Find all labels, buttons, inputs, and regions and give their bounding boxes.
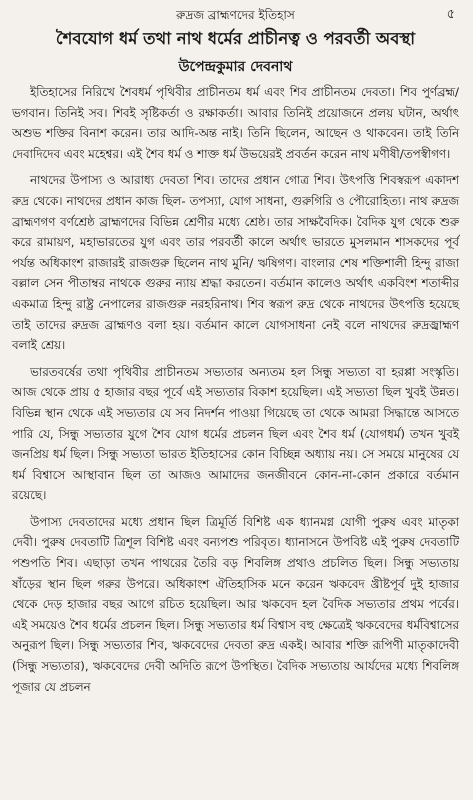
paragraph: ভারতবর্ষের তথা পৃথিবীর প্রাচীনতম সভ্যতার অন্যতম হল সিন্ধু সভ্যতা বা হরপ্পা সংস্কৃতি। আজ থেকে প্রায় ৫ হাজার বছর পূর্বে এই সভ্যতার বিকাশ হয়েছিল। এই সভ্যতা ছিল খুবই উন্নত। বিভিন্ন স্থান থেকে এই সভ্যতার যে সব নিদর্শন পাওয়া গিয়েছে তা থেকে আমরা সিদ্ধান্তে আসতে পারি যে, সিন্ধু সভ্যতার যুগে শৈব যোগ ধর্মের প্রচলন ছিল এবং শৈব ধর্ম (যোগধর্ম) তখন খুবই জনপ্রিয় ধর্ম ছিল। সিন্ধু সভ্যতা ভারত ইতিহাসের কোন বিচ্ছিন্ন অধ্যায় নয়। সে সময়ে মানুষের যে ধর্ম বিশ্বাসে আস্থাবান ছিল তা আজও আমাদের জনজীবনে কোন-না-কোন প্রকারে বর্তমান রয়েছে। <box>12 364 459 503</box>
paragraph: ইতিহাসের নিরিখে শৈবধর্ম পৃথিবীর প্রাচীনতম ধর্ম এবং শিব প্রাচীনতম দেবতা। শিব পুর্ণব্রহ্ম/ ভগবান। তিনিই সব। শিবই সৃষ্টিকর্তা ও রক্ষাকর্তা। আবার তিনিই প্রয়োজনে প্রলয় ঘটান, অর্থাৎ অশুভ শক্তির বিনাশ করেন। তার আদি-অন্ত নাই। তিনি ছিলেন, আছেন ও থাকবেন। তাই তিনি দেবাদিদেব এবং মহেশ্বর। এই শৈব ধর্ম ও শাক্ত ধর্ম উভয়েরই প্রবর্তন করেন নাথ মণীষী/তপস্বীগণ। <box>12 85 459 161</box>
article-body <box>12 82 459 697</box>
paragraph: উপাস্য দেবতাদের মধ্যে প্রধান ছিল ত্রিমূর্তি বিশিষ্ট এক ধ্যানমগ্ন যোগী পুরুষ এবং মাতৃকা দেবী। পুরুষ দেবতাটি ত্রিশূল বিশিষ্ট এবং বন্যপশু পরিবৃত। ধ্যানাসনে উপবিষ্ট এই পুরুষ দেবতাটি পশুপতি শিব। এছাড়া তখন পাথরের তৈরি বড় শিবলিঙ্গ প্রথাও প্রচলিত ছিল। সিন্ধু সভ্যতায় ষাঁড়ের স্থান ছিল গরুর উপরে। অধিকাংশ ঐতিহাসিক মনে করেন ঋকবেদ খ্রীষ্টপূর্ব দুই হাজার থেকে দেড় হাজার বছর আগে রচিত হয়েছিল। আর ঋকবেদ হল বৈদিক সভ্যতার প্রথম পর্বের। এই সময়েও শৈব ধর্মের প্রচলন ছিল। সিন্ধু সভ্যতার ধর্ম বিশ্বাস বহু ক্ষেত্রেই ঋকবেদের ধর্মবিশ্বাসের অনুরূপ ছিল। সিন্ধু সভ্যতার শিব, ঋকবেদের দেবতা রুদ্র একই। আবার শক্তি রূপিণী মাতৃকাদেবী (সিন্ধু সভ্যতার), ঋকবেদের দেবী অদিতি রূপে উপস্থিত। বৈদিক সভ্যতায় আর্যদের মধ্যে শিবলিঙ্গ পূজার যে প্রচলন <box>12 514 459 694</box>
running-head-title: রুদ্রজ ব্রাহ্মণদের ইতিহাস <box>176 8 295 22</box>
chapter-title: শৈবযোগ ধর্ম তথা নাথ ধর্মের প্রাচীনত্ব ও পরবর্তী অবস্থা <box>55 29 416 48</box>
author-name: উপেন্দ্রকুমার দেবনাথ <box>178 59 293 75</box>
paragraph: নাথদের উপাস্য ও আরাধ্য দেবতা শিব। তাদের প্রধান গোত্র শিব। উৎপত্তি শিবস্বরূপ একাদশ রুদ্র থেকে। নাথদের প্রধান কাজ ছিল- তপস্যা, যোগ সাধনা, গুরুগিরি ও পৌরোহিত্য। নাথ রুদ্রজ ব্রাহ্মণগণ বর্ণশ্রেষ্ঠ ব্রাহ্মণদের বিভিন্ন শ্রেণীর মধ্যে শ্রেষ্ঠ। তার সাক্ষবৈদিক। বৈদিক যুগ থেকে শুরু করে রামায়ণ, মহাভারতের যুগ এবং তার পরবর্তী কালে অর্থাৎ ভারতে মুসলমান শাসকদের পূর্ব পর্যন্ত অধিকাংশ রাজারই রাজগুরু ছিলেন নাথ মুনি/ ঋষিগণ। বাংলার শেষ শক্তিশালী হিন্দু রাজা বল্লাল সেন পীতাম্বর নাথকে গুরুর ন্যায় শ্রদ্ধা করতেন। বর্তমান কালেও অর্থাৎ একবিংশ শতাব্দীর একমাত্র হিন্দু রাষ্ট্র নেপালের রাজগুরু নরহরিনাথ। শিব স্বরূপ রুদ্র থেকে নাথদের উৎপত্তি হয়েছে তাই তাদের রুদ্রজ ব্রাহ্মণও বলা হয়। বর্তমান কালে যোগসাধনা নেই বলে নাথদের রুদ্রজ্ব্রাহ্মণ বলাই শ্রেয়। <box>12 173 459 353</box>
running-head <box>12 6 459 24</box>
page-number: ৫ <box>446 7 455 22</box>
